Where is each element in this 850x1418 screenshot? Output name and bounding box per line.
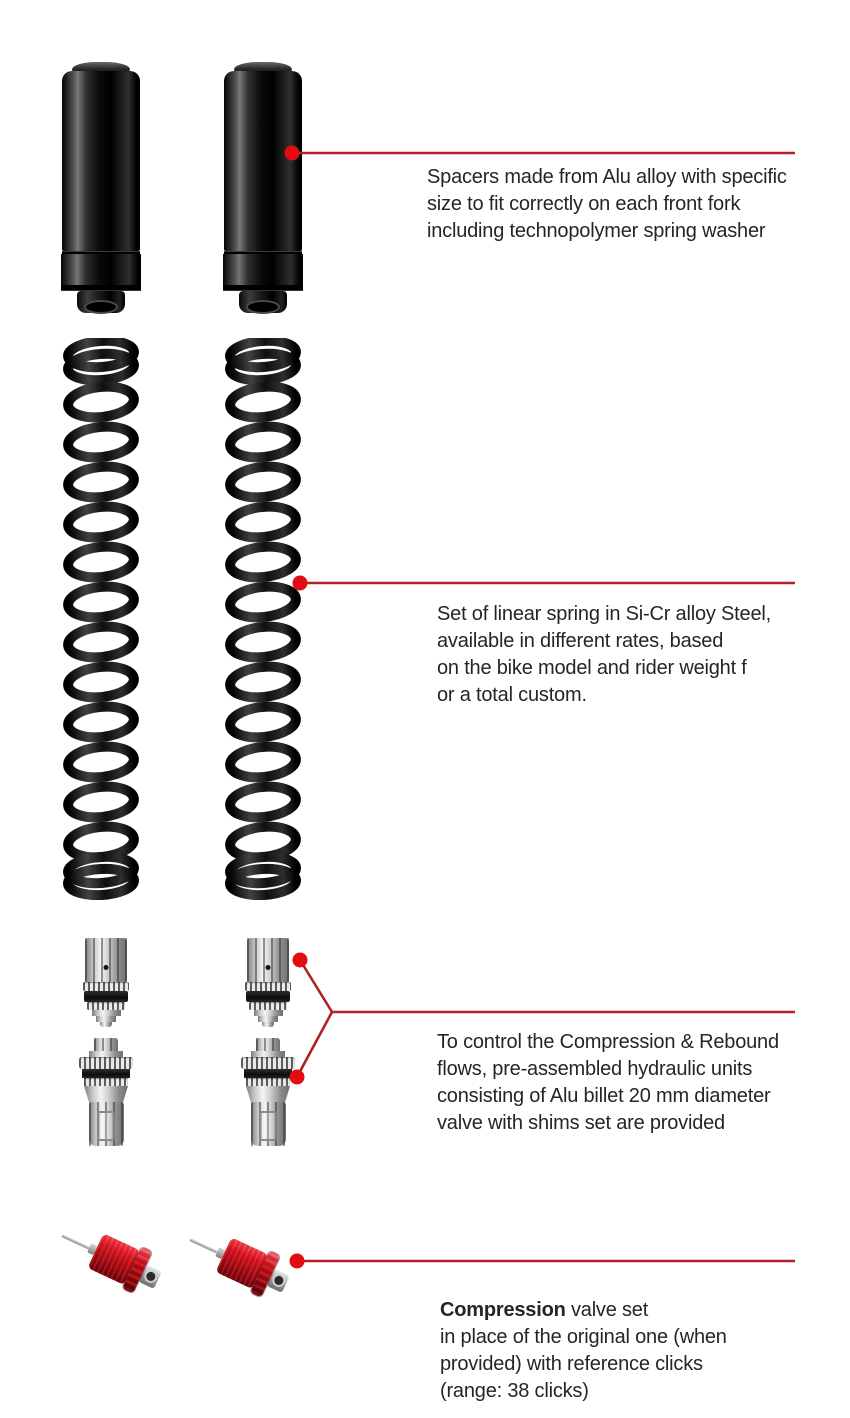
callout-text-spacers xyxy=(427,164,787,245)
callout-bold-lead: Compression xyxy=(440,1299,566,1321)
spacer-body xyxy=(62,71,140,251)
callout-text-line xyxy=(440,1297,727,1324)
spacer-collar xyxy=(223,254,303,285)
bleed-hole xyxy=(266,965,271,970)
o-ring xyxy=(82,1069,130,1078)
callout-text-line: including technopolymer spring washer xyxy=(427,220,766,242)
spacer-nub xyxy=(77,291,125,313)
valve-slot xyxy=(98,1111,115,1141)
callout-dot xyxy=(290,1254,305,1269)
hydraulic-unit-bottom-left xyxy=(79,1038,133,1146)
callout-text-line: Set of linear spring in Si-Cr alloy Steel, xyxy=(437,603,771,625)
callout-text-line: size to fit correctly on each front fork xyxy=(427,193,741,215)
callout-dot xyxy=(293,576,308,591)
step-nub xyxy=(100,1022,112,1027)
valve-body xyxy=(251,1102,286,1146)
o-ring xyxy=(244,1069,292,1078)
adjuster-cap xyxy=(256,1038,280,1051)
callout-dot xyxy=(290,1070,305,1085)
hydraulic-unit-top-right xyxy=(241,938,295,1027)
callout-text-line: on the bike model and rider weight f xyxy=(437,657,747,679)
callout-text-springs xyxy=(437,601,771,709)
step-nub xyxy=(262,1022,274,1027)
valve-body xyxy=(89,1102,124,1146)
callout-text-line: or a total custom. xyxy=(437,684,587,706)
shim-stack xyxy=(87,1002,125,1010)
callout-text-line: flows, pre-assembled hydraulic units xyxy=(437,1058,753,1080)
callout-text-line: available in different rates, based xyxy=(437,630,724,652)
callout-line-compression xyxy=(285,1248,805,1276)
hydraulic-unit-top-left xyxy=(79,938,133,1027)
callout-text-line: consisting of Alu billet 20 mm diameter xyxy=(437,1085,771,1107)
fork-spring-left xyxy=(61,338,141,900)
callout-text-line: Spacers made from Alu alloy with specific xyxy=(427,166,787,188)
fork-spacer-right xyxy=(224,62,302,313)
compression-valve-left xyxy=(62,1212,182,1302)
callout-text-compression xyxy=(440,1297,727,1405)
callout-text-line: (range: 38 clicks) xyxy=(440,1380,589,1402)
callout-text-line: provided) with reference clicks xyxy=(440,1353,703,1375)
callout-text-hydraulics xyxy=(437,1029,779,1137)
bleed-hole xyxy=(104,965,109,970)
callout-dot xyxy=(293,953,308,968)
fork-spring-right xyxy=(223,338,303,900)
valve-needle xyxy=(61,1234,89,1249)
hydraulic-cylinder xyxy=(247,938,289,982)
callout-line-springs xyxy=(288,570,805,598)
fork-spacer-left xyxy=(62,62,140,313)
callout-text-line: valve with shims set are provided xyxy=(437,1112,725,1134)
callout-text-line: in place of the original one (when xyxy=(440,1326,727,1348)
shim-stack xyxy=(83,982,129,991)
callout-dot xyxy=(285,146,300,161)
spacer-nub xyxy=(239,291,287,313)
callout-text-line: To control the Compression & Rebound xyxy=(437,1031,779,1053)
taper-shoulder xyxy=(84,1086,128,1102)
hydraulic-cylinder xyxy=(85,938,127,982)
shim-stack xyxy=(241,1057,295,1069)
adjuster-cap xyxy=(94,1038,118,1051)
o-ring xyxy=(84,991,128,1002)
taper-shoulder xyxy=(246,1086,290,1102)
hydraulic-unit-bottom-right xyxy=(241,1038,295,1146)
callout-lead-rest: valve set xyxy=(565,1299,649,1321)
valve-needle xyxy=(189,1238,217,1253)
spacer-collar xyxy=(61,254,141,285)
shim-stack xyxy=(84,1078,128,1086)
shim-stack xyxy=(245,982,291,991)
valve-slot xyxy=(260,1111,277,1141)
valve-assembly xyxy=(52,1214,180,1306)
shim-stack xyxy=(79,1057,133,1069)
shim-stack xyxy=(246,1078,290,1086)
o-ring xyxy=(246,991,290,1002)
shim-stack xyxy=(249,1002,287,1010)
